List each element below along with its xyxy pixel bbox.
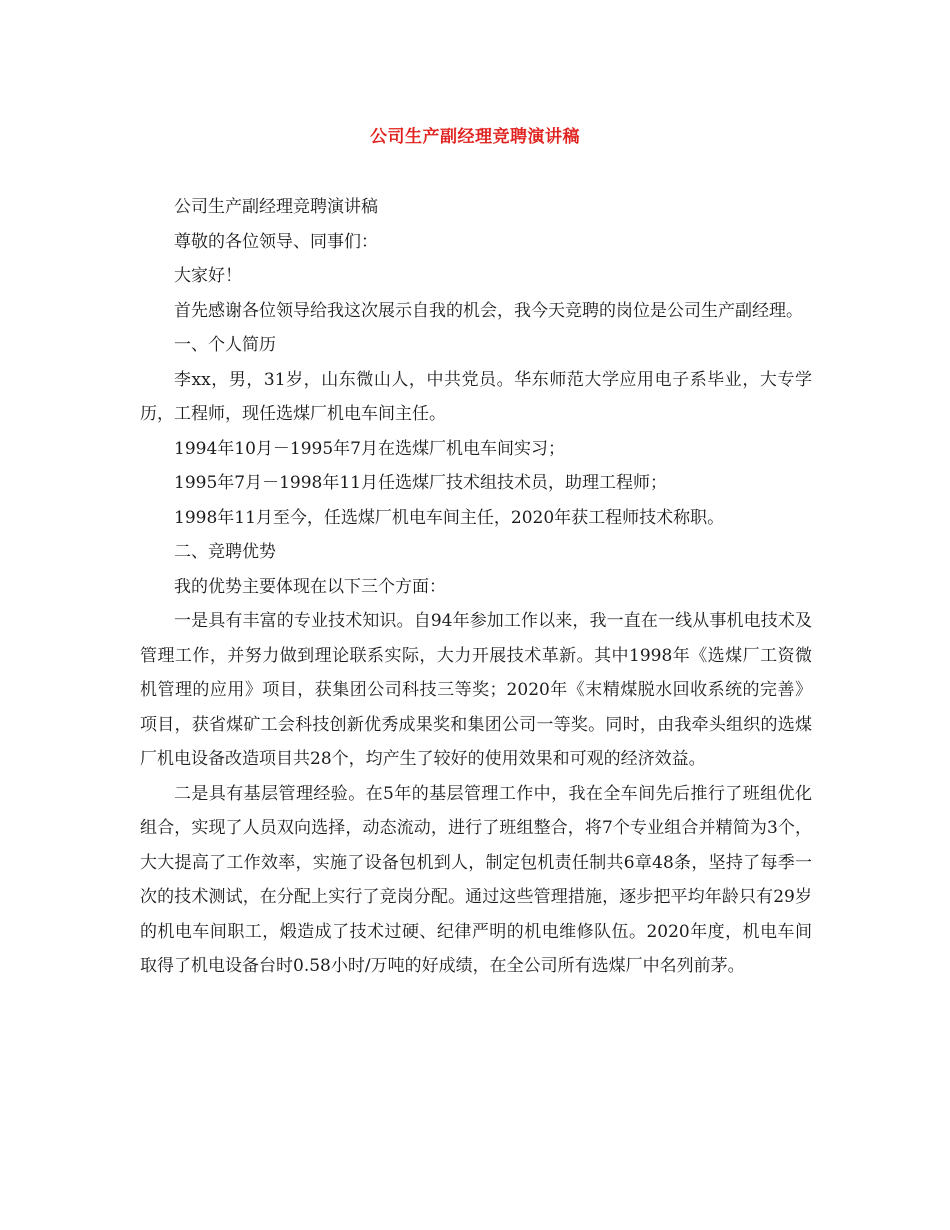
paragraph-history-2: 1995年7月－1998年11月任选煤厂技术组技术员，助理工程师；: [174, 473, 667, 493]
paragraph-advantages-intro: 我的优势主要体现在以下三个方面：: [174, 576, 446, 597]
paragraph-history-3: 1998年11月至今，任选煤厂机电车间主任，2020年获工程师技术称职。: [174, 507, 725, 528]
paragraph-history-1: 1994年10月－1995年7月在选煤厂机电车间实习；: [174, 438, 565, 459]
section-heading-resume: 一、个人简历: [174, 335, 276, 355]
paragraph-advantage-technical: 一是具有丰富的专业技术知识。自94年参加工作以来，我一直在一线从事机电技术及管理工作，并努力做到理论联系实际，大力开展技术革新。其中1998年《选煤厂工资微机管理的应用》项目，获集团公司科技三等奖；2020年《末精煤脱水回收系统的完善》项目，获省煤矿工会科技创新优秀成果奖和集团公司一等奖。同时，由我牵头组织的选煤厂机电设备改造项目共28个，均产生了较好的使用效果和可观的经济效益。: [140, 611, 812, 769]
document-title: 公司生产副经理竞聘演讲稿: [370, 127, 580, 147]
paragraph-heading-repeat: 公司生产副经理竞聘演讲稿: [174, 197, 378, 217]
paragraph-intro: 首先感谢各位领导给我这次展示自我的机会，我今天竞聘的岗位是公司生产副经理。: [174, 300, 803, 321]
paragraph-greeting: 大家好！: [174, 266, 242, 286]
paragraph-profile: 李xx，男，31岁，山东微山人，中共党员。华东师范大学应用电子系毕业，大专学历，工程师，现任选煤厂机电车间主任。: [140, 369, 812, 424]
paragraph-advantage-management: 二是具有基层管理经验。在5年的基层管理工作中，我在全车间先后推行了班组优化组合，实现了人员双向选择，动态流动，进行了班组整合，将7个专业组合并精简为3个，大大提高了工作效率，实施了设备包机到人，制定包机责任制共6章48条，坚持了每季一次的技术测试，在分配上实行了竞岗分配。通过这些管理措施，逐步把平均年龄只有29岁的机电车间职工，煅造成了技术过硬、纪律严明的机电维修队伍。2020年度，机电车间取得了机电设备台时0.58小时/万吨的好成绩，在全公司所有选煤厂中名列前茅。: [140, 783, 812, 976]
document-body: [140, 190, 812, 984]
paragraph-salutation: 尊敬的各位领导、同事们：: [174, 231, 378, 252]
section-heading-advantages: 二、竞聘优势: [174, 542, 276, 562]
